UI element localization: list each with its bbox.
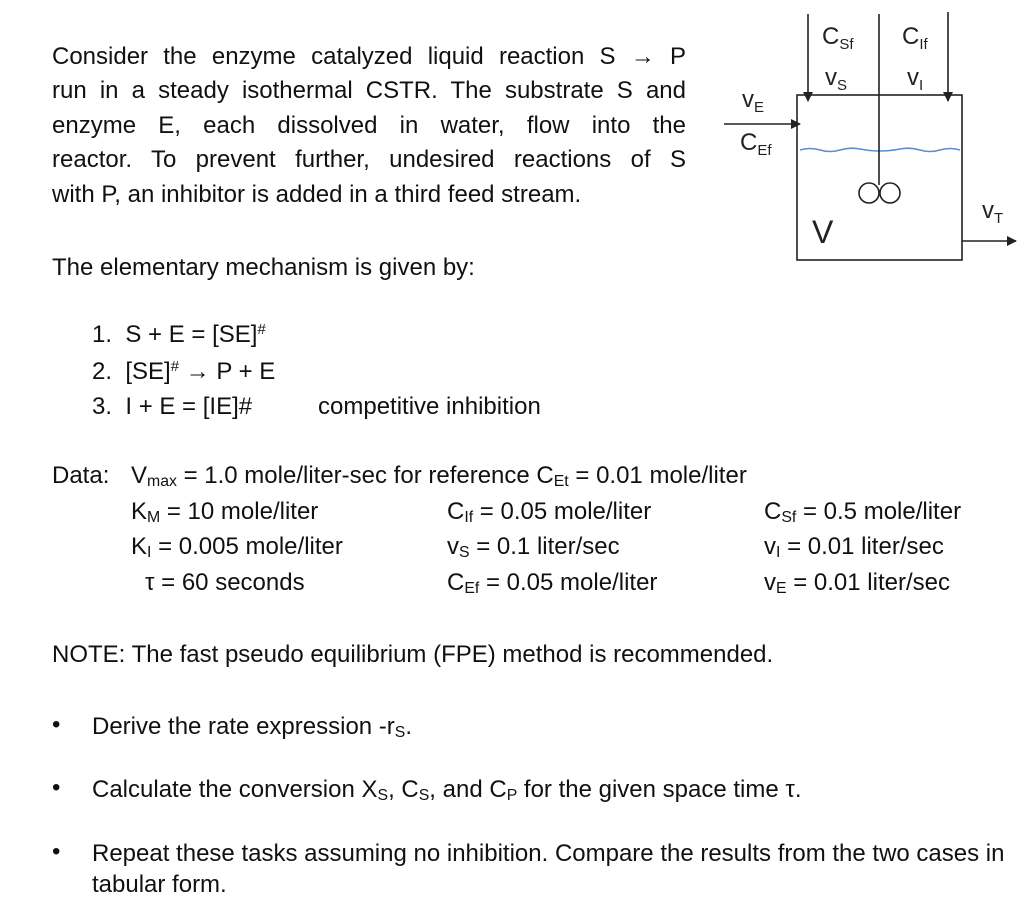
data-vs: $v_S = 0.1$ liter/sec <box>447 533 620 561</box>
step-text-post: → P + E <box>179 358 276 385</box>
impeller-right <box>880 183 900 203</box>
data-label: Data: <box>52 462 110 489</box>
task-text: Derive the rate expression $-r_S$. <box>92 713 413 741</box>
step-text: I + E = [IE]# <box>125 393 253 420</box>
step-number: 1. <box>92 321 113 348</box>
data-tau: τ = 60 seconds <box>145 569 305 596</box>
data-ki: $K_I = 0.005$ mole/liter <box>131 533 343 561</box>
step-number: 2. <box>92 358 113 385</box>
liquid-surface <box>800 148 960 151</box>
label-volume: V <box>812 214 834 250</box>
step-text: S + E = [SE] <box>125 321 258 348</box>
intro-paragraph <box>52 40 686 212</box>
label-csf: $C_{Sf}$ <box>822 23 854 53</box>
intro-line-2: run in a steady isothermal CSTR. The substrate S and <box>52 77 686 105</box>
step-superscript: # <box>257 322 266 338</box>
bullet-icon: • <box>52 838 61 865</box>
data-csf: $C_{Sf} = 0.5$ mole/liter <box>764 498 962 526</box>
data-vi: $v_I = 0.01$ liter/sec <box>764 533 944 561</box>
mechanism-step-3 <box>92 395 252 419</box>
label-vi: $v_I$ <box>907 64 924 94</box>
mechanism-heading: The elementary mechanism is given by: <box>52 254 475 281</box>
intro-line-4: reactor. To prevent further, undesired reactions of S <box>52 146 686 174</box>
label-cif: $C_{If}$ <box>902 23 928 53</box>
data-km: $K_M = 10$ mole/liter <box>131 498 319 526</box>
label-vt: $v_T$ <box>982 197 1004 227</box>
data-cef: $C_{Ef} = 0.05$ mole/liter <box>447 569 658 597</box>
intro-line-5: with P, an inhibitor is added in a third feed stream. <box>52 180 582 208</box>
fpe-note: NOTE: The fast pseudo equilibrium (FPE) method is recommended. <box>52 641 774 668</box>
bullet-icon: • <box>52 774 61 801</box>
data-cif: $C_{If} = 0.05$ mole/liter <box>447 498 652 526</box>
task-text: Calculate the conversion $X_S$, $C_S$, and $C_P$ for the given space time τ. <box>92 776 802 804</box>
mechanism-step-1 <box>92 323 266 347</box>
bullet-icon: • <box>52 711 61 738</box>
mechanism-step-3-note: competitive inhibition <box>318 393 541 420</box>
data-vmax: $V_{max} = 1.0$ mole/liter-sec for reference $C_{Et} = 0.01$ mole/liter <box>131 462 747 490</box>
label-vs: $v_S$ <box>825 64 848 94</box>
data-ve: $v_E = 0.01$ liter/sec <box>764 569 950 597</box>
intro-line-1: Consider the enzyme catalyzed liquid reaction S → P <box>52 43 686 70</box>
task-text: Repeat these tasks assuming no inhibition. Compare the results from the two cases in tabular form. <box>92 840 1005 898</box>
label-ve: $v_E$ <box>742 86 765 116</box>
impeller-left <box>859 183 879 203</box>
step-number: 3. <box>92 393 113 420</box>
label-cef: $C_{Ef}$ <box>740 129 772 159</box>
intro-line-3: enzyme E, each dissolved in water, flow into the <box>52 111 686 139</box>
step-superscript: # <box>170 359 179 375</box>
mechanism-step-2 <box>92 360 275 384</box>
step-text: [SE] <box>125 358 171 385</box>
cstr-diagram <box>714 0 1024 270</box>
